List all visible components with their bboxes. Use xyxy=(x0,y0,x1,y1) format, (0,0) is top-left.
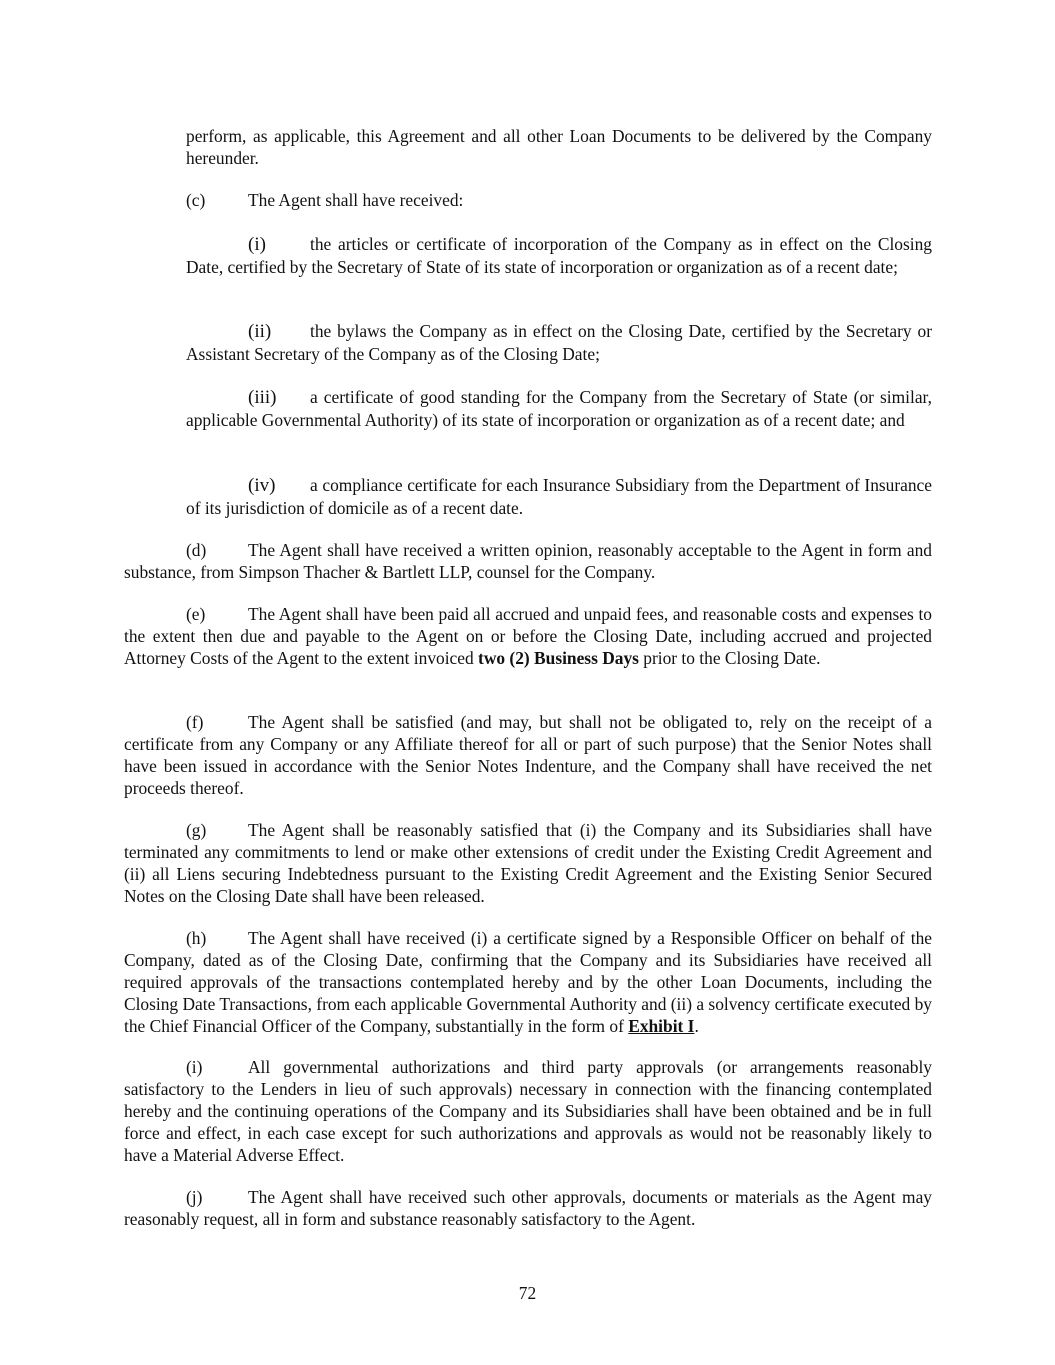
clause-text: The Agent shall have received such other approvals, documents or materials as the Agent may reasonably request, all in form and substance reasonably satisfactory to the Agent. xyxy=(124,1187,932,1229)
subclause-ii xyxy=(186,320,932,365)
clause-text: The Agent shall have received (i) a certificate signed by a Responsible Officer on behalf of the Company, dated as of the Closing Date, confirming that the Company and its Subsidiaries have received all required approvals of the transactions contemplated hereby and by the other Loan Documents, including the Closing Date Transactions, from each applicable Governmental Authority and (ii) a solvency certificate executed by the Chief Financial Officer of the Company, substantially in the form of xyxy=(124,928,932,1036)
clause-i xyxy=(124,1056,932,1166)
subclause-label: (ii) xyxy=(248,321,272,342)
clause-d xyxy=(124,539,932,583)
business-days-emphasis: two (2) Business Days xyxy=(478,648,639,668)
clause-label: (g) xyxy=(186,820,207,840)
exhibit-i-reference: Exhibit I xyxy=(628,1016,695,1036)
clause-text-end: prior to the Closing Date. xyxy=(638,648,821,668)
clause-j xyxy=(124,1186,932,1230)
subclause-label: (i) xyxy=(248,234,266,255)
subclause-label: (iv) xyxy=(248,475,276,496)
clause-text: The Agent shall have received a written opinion, reasonably acceptable to the Agent in form and substance, from Simpson Thacher & Bartlett LLP, counsel for the Company. xyxy=(124,540,932,582)
clause-label: (d) xyxy=(186,540,207,560)
clause-text: All governmental authorizations and third party approvals (or arrangements reasonably satisfactory to the Lenders in lieu of such approvals) necessary in connection with the financing contemplated hereby and the continuing operations of the Company and its Subsidiaries shall have been obtained and be in full force and effect, in each case except for such authorizations and approvals as would not be reasonably likely to have a Material Adverse Effect. xyxy=(124,1057,932,1165)
subclause-i xyxy=(186,233,932,278)
clause-f xyxy=(124,711,932,799)
clause-g xyxy=(124,819,932,907)
subclause-text: the bylaws the Company as in effect on the Closing Date, certified by the Secretary or Assistant Secretary of the Company as of the Closing Date; xyxy=(186,321,932,364)
page-number: 72 xyxy=(518,1283,537,1303)
clause-text: The Agent shall be reasonably satisfied that (i) the Company and its Subsidiaries shall have terminated any commitments to lend or make other extensions of credit under the Existing Credit Agreement and (ii) all Liens securing Indebtedness pursuant to the Existing Credit Agreement and the Existing Senior Secured Notes on the Closing Date shall have been released. xyxy=(124,820,932,906)
clause-h xyxy=(124,927,932,1037)
clause-label: (e) xyxy=(186,604,206,624)
clause-label: (i) xyxy=(186,1057,203,1077)
clause-label: (j) xyxy=(186,1187,203,1207)
clause-text-end: . xyxy=(694,1016,699,1036)
subclause-iv xyxy=(186,474,932,519)
clause-label: (f) xyxy=(186,712,204,732)
subclause-text: the articles or certificate of incorporation of the Company as in effect on the Closing Date, certified by the Secretary of State of its state of incorporation or organization as of a recent date; xyxy=(186,234,932,277)
subclause-text: a certificate of good standing for the Company from the Secretary of State (or similar, applicable Governmental Authority) of its state of incorporation or organization as of a recent date; and xyxy=(186,387,932,430)
continuation-paragraph: perform, as applicable, this Agreement and all other Loan Documents to be delivered by the Company hereunder. xyxy=(186,126,932,168)
clause-e xyxy=(124,603,932,669)
subclause-text: a compliance certificate for each Insurance Subsidiary from the Department of Insurance of its jurisdiction of domicile as of a recent date. xyxy=(186,475,932,518)
subclause-label: (iii) xyxy=(248,387,277,408)
clause-text: The Agent shall have been paid all accrued and unpaid fees, and reasonable costs and expenses to the extent then due and payable to the Agent on or before the Closing Date, including accrued and projected Attorney Costs of the Agent to the extent invoiced xyxy=(124,604,932,668)
clause-text: The Agent shall be satisfied (and may, but shall not be obligated to, rely on the receipt of a certificate from any Company or any Affiliate thereof for all or part of such purpose) that the Senior Notes shall have been issued in accordance with the Senior Notes Indenture, and the Company shall have received the net proceeds thereof. xyxy=(124,712,932,798)
clause-label: (c) xyxy=(186,190,206,210)
clause-label: (h) xyxy=(186,928,207,948)
clause-c xyxy=(186,189,932,211)
subclause-iii xyxy=(186,386,932,431)
clause-text: The Agent shall have received: xyxy=(248,190,464,210)
